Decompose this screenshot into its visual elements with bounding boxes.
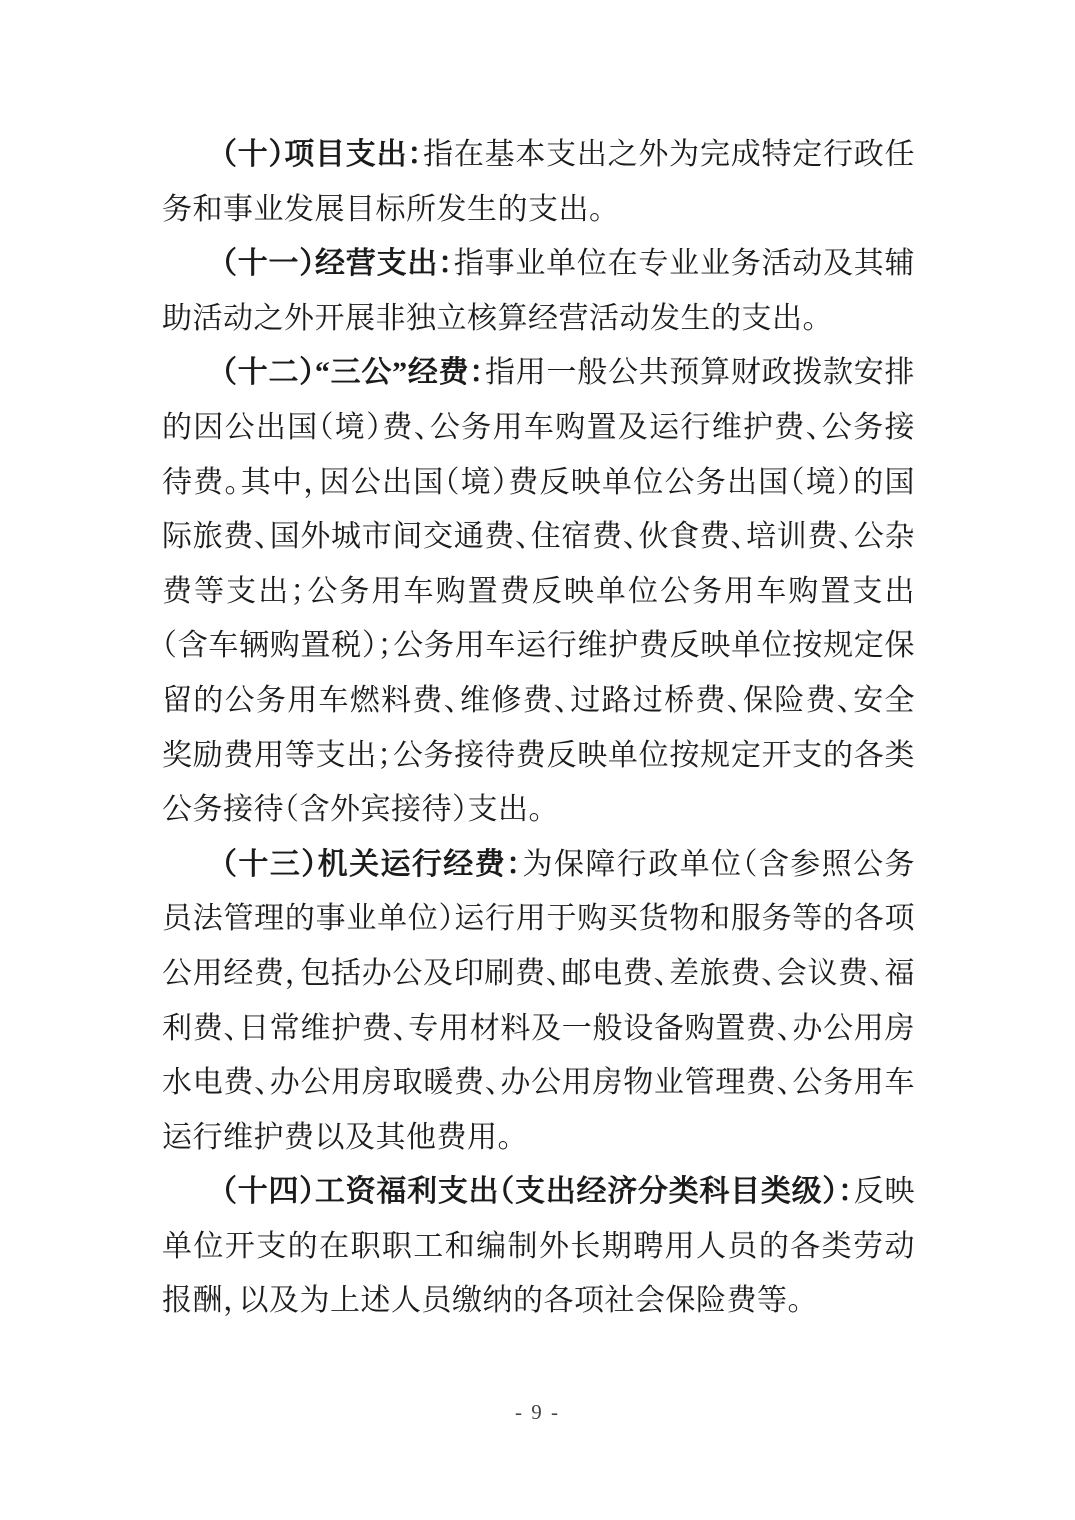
paragraph-item-11: [162, 237, 915, 346]
paragraph-label: （十）项目支出：: [222, 138, 424, 171]
paragraph-label: （十二）“三公”经费：: [222, 356, 486, 390]
paragraph-text: 指在基本支出之外为完成特定行政任务和事业发展目标所发生的支出。: [162, 138, 916, 226]
paragraph-text: 为保障行政单位（含参照公务员法管理的事业单位）运行用于购买货物和服务等的各项公用经费，包括办公及印刷费、邮电费、差旅费、会议费、福利费、日常维护费、专用材料及一般设备购置费、办公用房水电费、办公用房取暖费、办公用房物业管理费、公务用车运行维护费以及其他费用。: [162, 847, 916, 1154]
page-footer: [0, 1400, 1075, 1425]
paragraph-label: （十四）工资福利支出（支出经济分类科目类级）：: [222, 1175, 854, 1209]
paragraph-label: （十一）经营支出：: [222, 247, 454, 281]
paragraph-item-12: [162, 346, 915, 837]
paragraph-label: （十三）机关运行经费：: [222, 847, 523, 881]
paragraph-item-10: [162, 128, 915, 237]
page-number: - 9 -: [515, 1400, 560, 1424]
paragraph-text: 指用一般公共预算财政拨款安排的因公出国（境）费、公务用车购置及运行维护费、公务接待费。其中，因公出国（境）费反映单位公务出国（境）的国际旅费、国外城市间交通费、住宿费、伙食费、培训费、公杂费等支出；公务用车购置费反映单位公务用车购置支出（含车辆购置税）；公务用车运行维护费反映单位按规定保留的公务用车燃料费、维修费、过路过桥费、保险费、安全奖励费用等支出；公务接待费反映单位按规定开支的各类公务接待（含外宾接待）支出。: [162, 356, 916, 827]
paragraph-item-14: [162, 1165, 915, 1329]
paragraph-item-13: [162, 838, 915, 1166]
paragraph-text: 指事业单位在专业业务活动及其辅助活动之外开展非独立核算经营活动发生的支出。: [162, 247, 916, 335]
paragraph-text: 反映单位开支的在职职工和编制外长期聘用人员的各类劳动报酬，以及为上述人员缴纳的各项社会保险费等。: [162, 1175, 916, 1318]
document-body: [162, 128, 915, 1329]
